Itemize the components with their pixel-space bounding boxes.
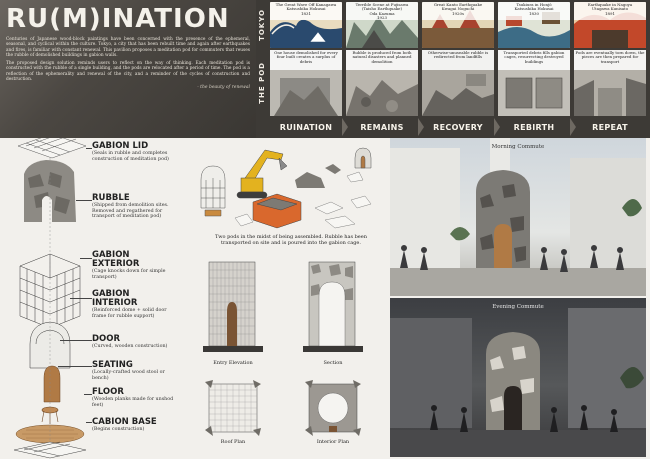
leader-line bbox=[84, 394, 92, 395]
assembly-illustration bbox=[175, 138, 390, 234]
section-label: Section bbox=[323, 360, 343, 366]
interior-plan-drawing bbox=[303, 378, 363, 438]
legend-cabion-base bbox=[92, 418, 174, 433]
interior-plan-label: Interior Plan bbox=[316, 439, 350, 445]
part-name: GABION EXTERIOR bbox=[92, 250, 140, 269]
assembly-caption: Two pods in the midst of being assembled. Rubble has been transported on site and is poured into the gabion cage. bbox=[215, 234, 367, 246]
side-label-tokyo: TOKYO bbox=[258, 9, 266, 41]
morning-commute-render bbox=[390, 138, 646, 296]
part-name: FLOOR bbox=[92, 387, 124, 397]
pod-photo bbox=[498, 50, 570, 116]
gabion-interior-drawing bbox=[30, 322, 70, 368]
pod-caption: One house demolished for every four built creates a surplus of debris bbox=[270, 50, 342, 70]
legend-seating bbox=[92, 361, 174, 381]
print-caption: Great Kanto Earthquake Kwagai Noguchi 1920s bbox=[422, 2, 494, 20]
legend-gabion-lid bbox=[92, 142, 174, 162]
pod-dome-drawing bbox=[355, 148, 371, 168]
leader-line bbox=[58, 366, 92, 367]
side-label-pod: THE POD bbox=[258, 62, 266, 104]
leader-line bbox=[70, 298, 92, 299]
part-note: (Begins construction) bbox=[92, 427, 145, 432]
print-caption: Earthquake in Nagoya Utagawa Kunisato 1891 bbox=[574, 2, 646, 20]
door-drawing bbox=[44, 366, 60, 402]
story-band bbox=[0, 0, 650, 138]
part-note: (Reinforced dome + solid door frame for rubble support) bbox=[92, 308, 167, 319]
part-name: RUBBLE bbox=[92, 193, 130, 203]
part-note: (Shipped from demolition sites. Removed and regathered for transport of meditation pod) bbox=[92, 203, 169, 220]
pod-caption: Pods are eventually torn down, the pieces are then prepared for transport bbox=[574, 50, 646, 70]
entry-elevation-label: Entry Elevation bbox=[213, 360, 253, 366]
pod-photo bbox=[574, 50, 646, 116]
gabion-lid-drawing bbox=[18, 138, 86, 158]
leader-line bbox=[80, 258, 92, 259]
description-paragraph-1: Centuries of Japanese wood-block paintings have been concerned with the presence of the ephemeral, seasonal, and cyclical within the culture. Tokyo, a city that has been rebuilt time and again after earthquakes and fires, is familiar with constant renewal. This pavilion proposes a meditation pod for commuters that reuses the rubble of demolished buildings in gabion walls. bbox=[6, 37, 250, 58]
excavator-drawing bbox=[237, 150, 287, 198]
exploded-axonometric bbox=[0, 138, 175, 459]
print-caption: Tsukiura in Honjō Katsushika Hokusai 1830 bbox=[498, 2, 570, 20]
stage-strip bbox=[256, 0, 650, 138]
title-block bbox=[0, 0, 256, 138]
part-note: (Cage knocks down for simple transport) bbox=[92, 269, 166, 280]
poster-title: RU(M)INATION bbox=[6, 4, 230, 34]
part-note: (Wooden planks made for unshod feet) bbox=[92, 397, 174, 408]
legend-gabion-interior bbox=[92, 290, 174, 319]
legend-gabion-exterior bbox=[92, 251, 174, 280]
part-name: CABION BASE bbox=[92, 417, 157, 427]
stage-title: REPEAT bbox=[592, 122, 628, 132]
stage-title: RUINATION bbox=[279, 122, 333, 132]
pod-caption: Otherwise-unuseable rubble is redirected from landfills bbox=[422, 50, 494, 70]
pod-caption: Rubble is produced from both natural disasters and planned demolition bbox=[346, 50, 418, 70]
part-name: DOOR bbox=[92, 334, 121, 344]
print-caption: Terrible Scene at Fujisawa (Taisho Earthquake) Oda Kazuma 1923 bbox=[346, 2, 418, 20]
pod-photo bbox=[270, 50, 342, 116]
woodblock-print bbox=[498, 2, 570, 48]
legend-rubble bbox=[92, 194, 174, 220]
part-note: (Locally-crafted wood stool or bench) bbox=[92, 370, 165, 381]
part-note: (Curved, wooden construction) bbox=[92, 344, 168, 349]
legend-floor bbox=[92, 388, 174, 408]
drawings-panel bbox=[175, 138, 390, 459]
leader-line bbox=[76, 200, 92, 201]
stage-title: REMAINS bbox=[360, 122, 404, 132]
cabion-base-drawing bbox=[14, 442, 86, 458]
roof-plan-drawing bbox=[203, 378, 263, 438]
evening-caption: Evening Commute bbox=[492, 304, 544, 310]
stage-repeat bbox=[572, 0, 648, 138]
pod-caption: Transported debris fills gabion cages, resurrecting destroyed buildings bbox=[498, 50, 570, 70]
section-drawing bbox=[299, 256, 367, 358]
stage-title: REBIRTH bbox=[513, 122, 555, 132]
description-paragraph-2: The proposed design solution reminds users to reflect on the way of thinking. Each meditation pod is constructed with the rubble of a single building, and the pods are relocated after a period of time. The pod is a reflection of the ephemerality and renewal of the city, and a reminder of the cycles of construction and destruction. bbox=[6, 61, 250, 83]
part-name: SEATING bbox=[92, 360, 133, 370]
stage-remains bbox=[344, 0, 420, 138]
evening-commute-render bbox=[390, 298, 646, 457]
woodblock-print bbox=[574, 2, 646, 48]
stage-ruination bbox=[268, 0, 344, 138]
pod-photo bbox=[422, 50, 494, 116]
roof-plan-label: Roof Plan bbox=[220, 439, 246, 445]
morning-caption: Morning Commute bbox=[491, 144, 545, 150]
part-note: (Seals in rubble and completes construction of meditation pod) bbox=[92, 151, 169, 162]
leader-line bbox=[60, 340, 92, 341]
woodblock-print bbox=[422, 2, 494, 48]
description-signoff: - the beauty of renewal bbox=[197, 85, 250, 91]
pod-cage-drawing bbox=[201, 166, 225, 216]
legend-door bbox=[92, 335, 174, 350]
stage-rebirth bbox=[496, 0, 572, 138]
pod-photo bbox=[346, 50, 418, 116]
part-name: GABION INTERIOR bbox=[92, 289, 138, 308]
part-name: GABION LID bbox=[92, 141, 149, 151]
entry-elevation-drawing bbox=[199, 256, 267, 358]
rubble-pile-drawing bbox=[295, 164, 341, 188]
woodblock-print bbox=[346, 2, 418, 48]
stage-recovery bbox=[420, 0, 496, 138]
gabion-box-drawing bbox=[253, 194, 301, 228]
stage-title: RECOVERY bbox=[433, 122, 483, 132]
woodblock-print bbox=[270, 2, 342, 48]
print-caption: The Great Wave Off Kanagawa Katsushika Hokusai 1831 bbox=[270, 2, 342, 20]
